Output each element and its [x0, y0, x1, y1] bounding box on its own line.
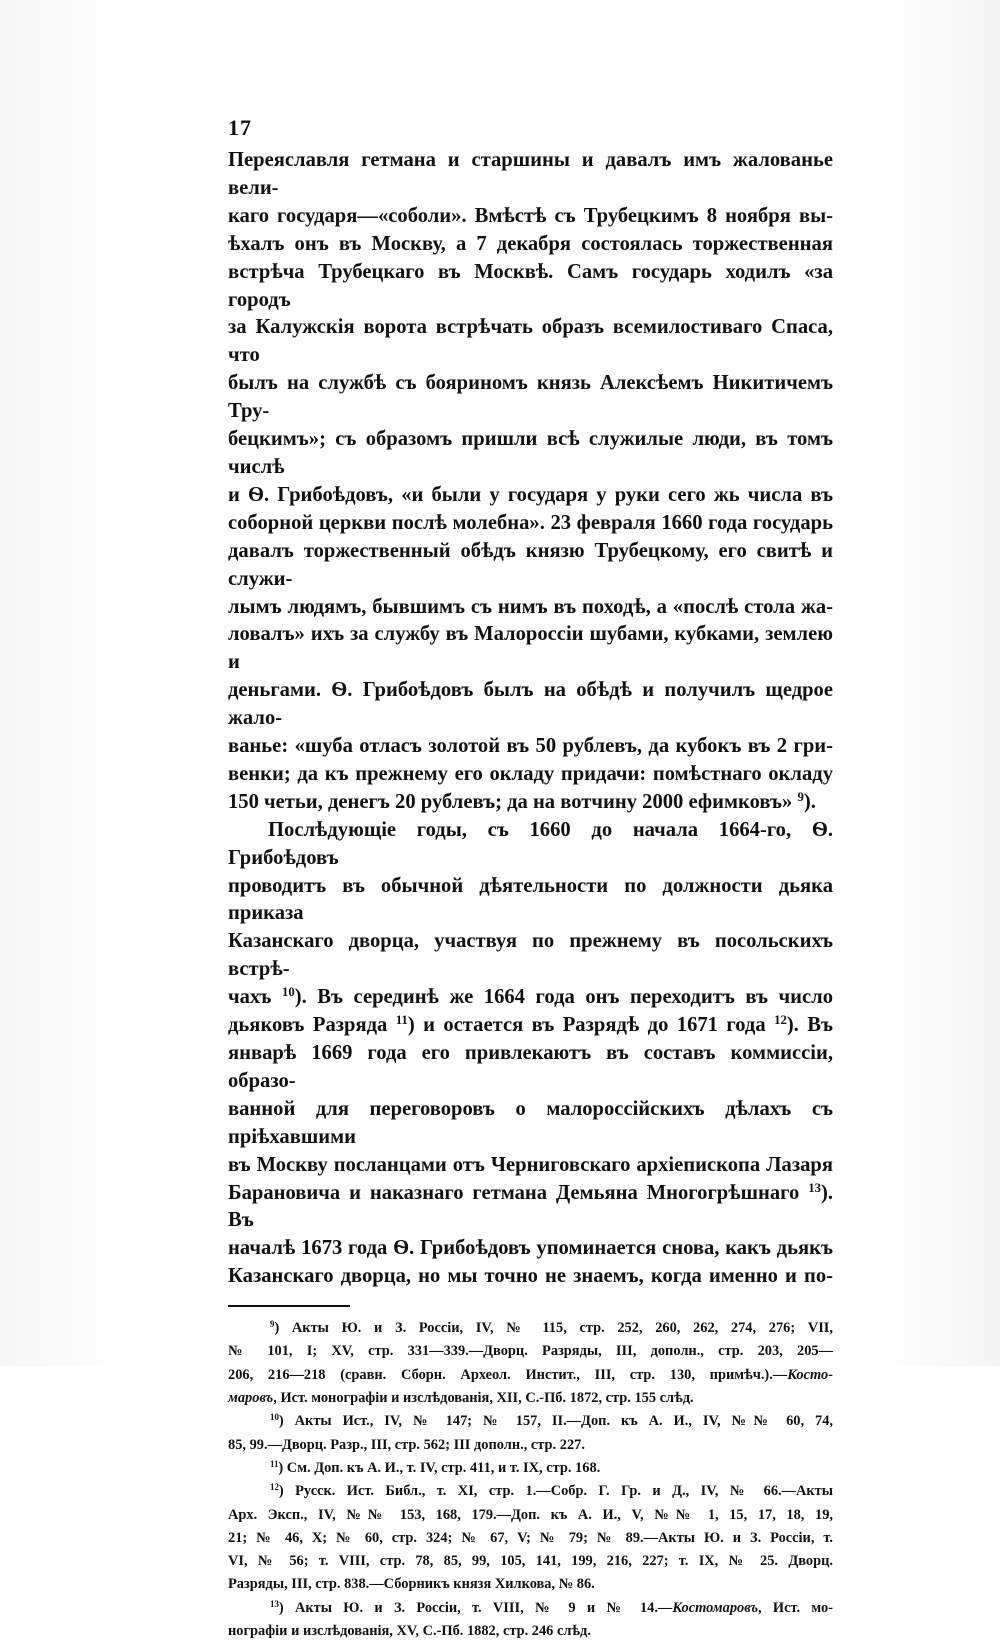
line-text: 206, 216—218 (сравн. Сборн. Археол. Инстит., III, стр. 130, примѣч.).—	[228, 1366, 788, 1383]
footnote-mark: 12	[270, 1482, 279, 1493]
text-line: началѣ 1673 года Ѳ. Грибоѣдовъ упоминается снова, какъ дьякъ	[228, 1237, 833, 1260]
footnote-12	[228, 1480, 833, 1596]
text-line: Переяславля гетмана и старшины и давалъ имъ жалованье вели-	[228, 149, 833, 199]
text-line: ванной для переговоровъ о малороссійскихъ дѣлахъ съ пріѣхавшими	[228, 1097, 833, 1148]
footnote-line	[228, 1597, 833, 1620]
line-text: ) Русск. Ист. Библ., т. XI, стр. 1.—Собр. Г. Гр. и Д., IV, № 66.—Акты	[278, 1483, 833, 1500]
line-text: ) Акты Ист., IV, № 147; № 157, II.—Доп. къ А. И., IV, №№ 60, 74,	[278, 1413, 833, 1430]
page-number: 17	[228, 115, 252, 140]
author-name: Косто-	[787, 1366, 833, 1383]
footnote-10	[228, 1410, 833, 1457]
footnote-line	[228, 1457, 833, 1480]
line-text: 150 четьи, денегъ 20 рублевъ; да на вотчину 2000 ефимковъ»	[228, 790, 798, 813]
footnote-ref: 10	[281, 985, 295, 1000]
footnote-mark: 10	[270, 1412, 279, 1423]
footnote-line: 85, 99.—Дворц. Разр., III, стр. 562; III дополн., стр. 227.	[228, 1436, 585, 1453]
footnote-mark: 11	[270, 1459, 279, 1470]
line-text: ). Въ серединѣ же 1664 года онъ переходитъ въ число	[294, 986, 833, 1009]
text-line: деньгами. Ѳ. Грибоѣдовъ былъ на обѣдѣ и получилъ щедрое жало-	[228, 679, 833, 730]
line-text: ) Акты Ю. и З. Россіи, т. VIII, № 9 и № 14.—	[278, 1599, 673, 1616]
footnote-line	[228, 1410, 833, 1433]
footnote-mark: 9	[270, 1319, 275, 1330]
text-line: въ Москву посланцами отъ Черниговскаго архіепископа Лазаря	[228, 1153, 833, 1176]
footnote-mark: 13	[270, 1598, 279, 1609]
text-line: Казанскаго дворца, но мы точно не знаемъ, когда именно и по-	[228, 1265, 833, 1288]
footnote-line: Разряды, III, стр. 838.—Сборникъ князя Хилкова, № 86.	[228, 1576, 595, 1593]
author-name: маровъ	[228, 1390, 274, 1407]
line-text: дьяковъ Разряда	[228, 1014, 396, 1037]
line-text: Барановича и наказнаго гетмана Демьяна Многогрѣшнаго	[228, 1181, 809, 1204]
text-line: венки; да къ прежнему его окладу придачи: помѣстнаго окладу	[228, 762, 833, 785]
text-line: и Ѳ. Грибоѣдовъ, «и были у государя у руки сего жь числа въ	[228, 483, 833, 506]
footnote-11	[228, 1457, 833, 1480]
author-name: Костомаровъ	[672, 1599, 759, 1616]
text-line: былъ на службѣ съ бояриномъ князь Алексѣемъ Никитичемъ Тру-	[228, 372, 833, 423]
footnote-line: VI, № 56; т. VIII, стр. 78, 85, 99, 105, 141, 199, 216, 227; т. IX, № 25. Дворц.	[228, 1553, 833, 1570]
book-page	[228, 113, 833, 1643]
text-line: бецкимъ»; съ образомъ пришли всѣ служилые люди, въ томъ числѣ	[228, 428, 833, 478]
text-line: ловалъ» ихъ за службу въ Малороссіи шубами, кубками, землею и	[228, 623, 833, 674]
text-line: Послѣдующіе годы, съ 1660 до начала 1664-го, Ѳ. Грибоѣдовъ	[228, 818, 833, 869]
text-line: соборной церкви послѣ молебна». 23 февраля 1660 года государь	[228, 511, 833, 534]
footnote-line	[228, 1317, 833, 1340]
footnote-9	[228, 1317, 833, 1410]
text-line: ѣхалъ онъ въ Москву, а 7 декабря состоялась торжественная	[228, 232, 833, 255]
text-line	[228, 1012, 833, 1040]
footnote-line: Арх. Эксп., IV, №№ 153, 168, 179.—Доп. къ А. И., V, №№ 1, 15, 17, 18, 19,	[228, 1506, 833, 1523]
paragraph-1	[228, 147, 833, 817]
text-line: лымъ людямъ, бывшимъ съ нимъ въ походѣ, а «послѣ стола жа-	[228, 595, 833, 618]
footnote-line	[228, 1480, 833, 1503]
text-line: проводитъ въ обычной дѣятельности по должности дьяка приказа	[228, 874, 833, 925]
footnote-line	[228, 1387, 833, 1410]
footnote-ref: 12	[774, 1013, 787, 1028]
text-line	[228, 789, 833, 817]
footnote-line: нографіи и изслѣдованія, XV, С.-Пб. 1882, стр. 246 слѣд.	[228, 1623, 591, 1640]
line-text: ) См. Доп. къ А. И., т. IV, стр. 411, и т. IX, стр. 168.	[278, 1459, 601, 1476]
text-line: Казанскаго дворца, участвуя по прежнему въ посольскихъ встрѣ-	[228, 930, 833, 981]
line-text: ).	[803, 790, 816, 813]
footnotes	[228, 1317, 833, 1643]
text-line: каго государя—«соболи». Вмѣстѣ съ Трубецкимъ 8 ноября вы-	[228, 204, 833, 227]
text-line: встрѣча Трубецкаго въ Москвѣ. Самъ государь ходилъ «за городъ	[228, 260, 833, 311]
line-text: чахъ	[228, 986, 282, 1009]
text-line	[228, 1180, 833, 1236]
footnote-ref: 13	[808, 1180, 821, 1195]
footnote-ref: 9	[797, 789, 804, 804]
footnote-line	[228, 1364, 833, 1387]
text-line: давалъ торжественный обѣдъ князю Трубецкому, его свитѣ и служи-	[228, 539, 833, 590]
line-text: , Ист. мо-	[758, 1599, 833, 1616]
line-text: ) Акты Ю. и З. Россіи, IV, № 115, стр. 252, 260, 262, 274, 276; VII,	[274, 1320, 833, 1337]
text-line	[228, 984, 833, 1012]
footnote-ref: 11	[395, 1013, 408, 1028]
paragraph-2	[228, 817, 833, 1291]
footnote-line: 21; № 46, X; № 60, стр. 324; № 67, V; № 79; № 89.—Акты Ю. и З. Россіи, т.	[228, 1529, 833, 1546]
footnote-line: № 101, I; XV, стр. 331—339.—Дворц. Разряды, III, дополн., стр. 203, 205—	[228, 1343, 833, 1360]
line-text: ). Въ	[228, 1181, 833, 1232]
text-line: ванье: «шуба отласъ золотой въ 50 рублевъ, да кубокъ въ 2 гри-	[228, 735, 833, 758]
line-text: ). Въ	[786, 1014, 833, 1037]
main-text	[228, 147, 833, 1291]
text-line: за Калужскія ворота встрѣчать образъ всемилостиваго Спаса, что	[228, 316, 833, 367]
line-text: ) и остается въ Разрядѣ до 1671 года	[407, 1014, 775, 1037]
text-line: январѣ 1669 года его привлекаютъ въ составъ коммиссіи, образо-	[228, 1042, 833, 1092]
footnote-13	[228, 1597, 833, 1643]
footnote-divider	[228, 1305, 350, 1307]
line-text: , Ист. монографіи и изслѣдованія, XII, С.-Пб. 1872, стр. 155 слѣд.	[273, 1390, 694, 1407]
